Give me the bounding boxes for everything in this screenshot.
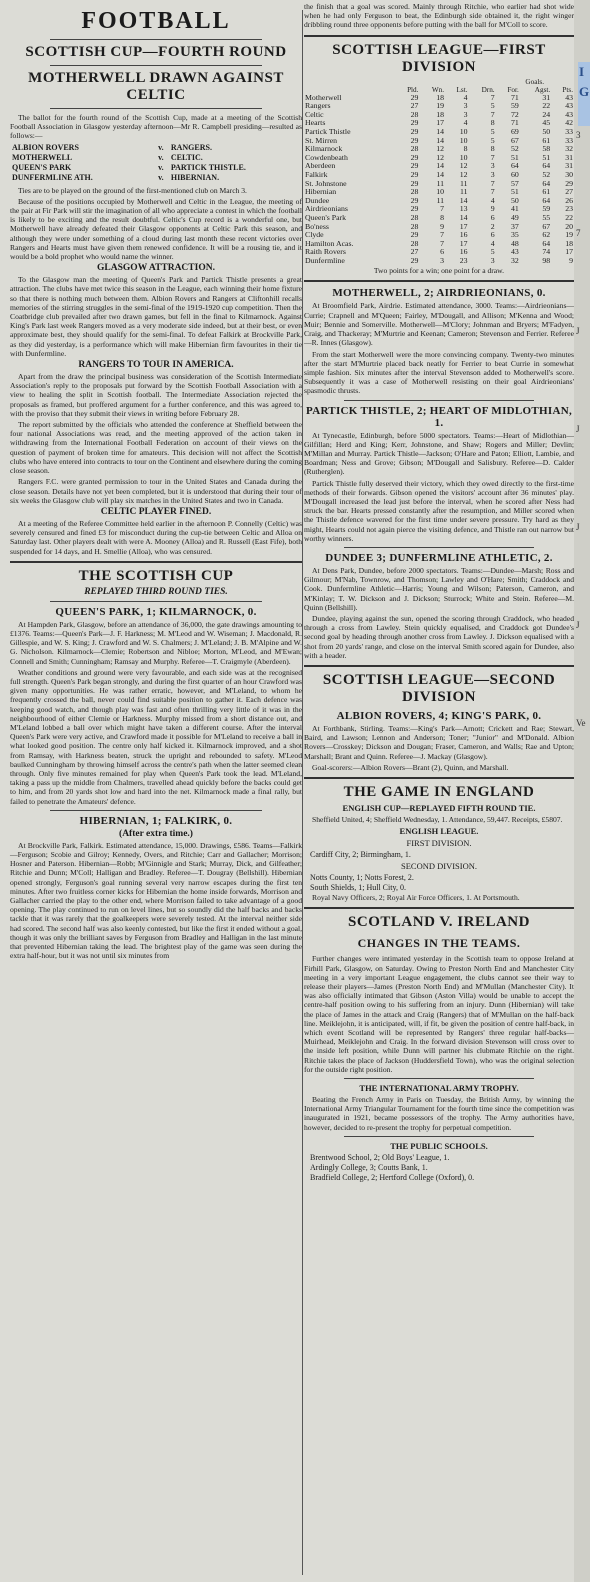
england-heading: THE GAME IN ENGLAND (343, 784, 535, 800)
stat-cell: 11 (460, 187, 468, 197)
column-header: Drn. (481, 85, 495, 94)
english-cup-subhead: ENGLISH CUP—REPLAYED FIFTH ROUND TIE. (342, 803, 536, 813)
stat-cell: 33 (565, 135, 573, 145)
team-name: Dunfermline (305, 255, 345, 265)
right-column (304, 0, 574, 1183)
stat-cell: 29 (410, 169, 419, 179)
result-line: Cardiff City, 2; Birmingham, 1. (310, 850, 411, 860)
celtic-fined-subhead: CELTIC PLAYER FINED. (100, 506, 212, 517)
stat-cell: 27 (410, 247, 419, 257)
article-paragraph: The report submitted by the officials who attended the conference at Sheffield between the four national Associations was read, and the meeting approved of the action taken in withdrawing from the International Football Federation on account of their views on the question of payment of broken time for amateurs. This decision will not affect the Scottish clubs who have entered into contracts to tour on the Continent and elsewhere during the coming close season. (10, 420, 302, 476)
away-club: CELTIC. (170, 152, 203, 162)
stat-cell: 51 (510, 187, 519, 197)
stat-cell: 28 (410, 109, 419, 119)
team-name: Hamilton Acas. (305, 238, 354, 248)
stat-cell: 2 (490, 221, 495, 231)
continued-paragraph: the finish that a goal was scored. Mainly through Ritchie, who earlier had shot wide when he had only Ferguson to beat, the Edinburgh side obtained it, the right winger dribbling round three opponents before putting with the ball for M'Coll to score. (304, 2, 574, 30)
stat-cell: 51 (542, 152, 551, 162)
edge-fragment: J (576, 424, 580, 434)
column-rule (302, 10, 303, 1575)
glasgow-attraction-subhead: GLASGOW ATTRACTION. (97, 263, 215, 274)
stat-cell: 64 (542, 195, 551, 205)
stat-cell: 7 (490, 178, 495, 188)
stat-cell: 52 (510, 144, 519, 154)
stat-cell: 49 (510, 212, 519, 222)
dundee-result-heading: DUNDEE 3; DUNFERMLINE ATHLETIC, 2. (325, 551, 553, 564)
divider (50, 39, 262, 40)
stat-cell: 14 (436, 126, 445, 136)
army-trophy-heading: THE INTERNATIONAL ARMY TROPHY. (359, 1083, 519, 1094)
stat-cell: 12 (436, 152, 445, 162)
edge-fragment: J (576, 522, 580, 532)
stat-cell: 37 (510, 221, 519, 231)
stat-cell: 3 (440, 255, 445, 265)
stat-cell: 28 (410, 212, 419, 222)
scotland-ireland-heading: SCOTLAND V. IRELAND (348, 914, 530, 931)
public-schools-heading: THE PUBLIC SCHOOLS. (390, 1140, 488, 1151)
stat-cell: 98 (542, 255, 551, 265)
stat-cell: 43 (510, 247, 519, 257)
stat-cell: 16 (459, 247, 468, 257)
stat-cell: 8 (440, 212, 445, 222)
stat-cell: 3 (490, 255, 495, 265)
stat-cell: 67 (542, 221, 551, 231)
edge-fragment: J (576, 326, 580, 336)
team-name: Hibernian (305, 187, 337, 197)
article-paragraph: At Broomfield Park, Airdrie. Estimated attendance, 3000. Teams:—Airdrieonians—Currie; Crapnell and M'Queen; Fairley, M'Dougall, and Allison; M'Kenna and Wood; Muir; Bennie and Somerville. Motherwell—M'Clory; Johnman and Bryers; M'Fadyen, Craig, and Thackeray; M'Murtrie and Keenan; Cameron; Stevenson and Ferrier. Referee—R. Innes (Glasgow). (304, 301, 574, 348)
stat-cell: 28 (410, 221, 419, 231)
article-paragraph: At Hampden Park, Glasgow, before an attendance of 36,000, the gate drawings amounting to £1376. Teams:—Queen's Park—J. F. Harkness; M. M'Leod and W. Wiseman; J. Macdonald, R. Gillespie, and W. S. King; J. Crawford and W. S. Chalmers; J. M'Leland; J. B. M'Alpine and W. G. Nicholson. Kilmarnock—Clemie; Robertson and Nibloe; Morton, M'Leod, and M'Ewan; Connell and Smith; Cunningham; Ramsay and Murphy. Referee—T. Craigmyle (Aberdeen). (10, 619, 302, 666)
stat-cell: 29 (410, 204, 419, 214)
english-cup-result: Sheffield United, 4; Sheffield Wednesday, 1. Attendance, 59,447. Receipts, £5807. (312, 815, 563, 824)
points-note: Two points for a win; one point for a draw. (373, 266, 505, 276)
stat-cell: 14 (459, 195, 468, 205)
versus: v. (158, 142, 164, 152)
section-title: FOOTBALL (81, 8, 231, 34)
result-line: Notts County, 1; Notts Forest, 2. (310, 873, 414, 883)
stat-cell: 7 (440, 230, 445, 240)
column-header: For. (507, 85, 519, 94)
stat-cell: 30 (565, 169, 573, 179)
ballot-paragraph: The ballot for the fourth round of the Scottish Cup, made at a meeting of the Scottish Football Association in Glasgow yesterday afternoon—Mr R. Campbell presiding—resulted as follows:— (10, 113, 302, 141)
stat-cell: 12 (459, 161, 468, 171)
partick-result-heading: PARTICK THISTLE, 2; HEART OF MIDLOTHIAN, 1. (306, 404, 572, 429)
stat-cell: 31 (542, 92, 551, 102)
fixtures-table (10, 143, 302, 183)
stat-cell: 27 (565, 187, 573, 197)
stat-cell: 43 (565, 92, 573, 102)
stat-cell: 22 (542, 101, 551, 111)
article-paragraph: Partick Thistle fully deserved their victory, which they owed directly to the first-time methods of their forwards. Gibson opened the visitors' account after 36 minutes' play. M'Dougall increased the lead just before the interval, when he scored after Ness had struck the bar. Hearts pressed constantly after the resumption, and Miller scored when the Thistle defence wavered for the first time under severe pressure. Try hard as they might, Hearts could not again pierce the visiting defence, and Thistle ran out narrow but worthy winners. (304, 478, 574, 543)
stat-cell: 64 (542, 238, 551, 248)
stat-cell: 42 (565, 118, 573, 128)
stat-cell: 58 (542, 144, 551, 154)
stat-cell: 29 (410, 178, 419, 188)
stat-cell: 29 (410, 230, 419, 240)
left-column (10, 0, 302, 962)
stat-cell: 23 (459, 255, 468, 265)
stat-cell: 48 (510, 238, 519, 248)
divider (304, 280, 574, 282)
stat-cell: 52 (542, 169, 551, 179)
stat-cell: 23 (565, 204, 573, 214)
stat-cell: 3 (463, 101, 468, 111)
stat-cell: 17 (436, 118, 445, 128)
stat-cell: 7 (490, 152, 495, 162)
stat-cell: 51 (510, 152, 519, 162)
edge-fragment: J (576, 620, 580, 630)
stat-cell: 72 (510, 109, 519, 119)
team-name: Partick Thistle (305, 126, 351, 136)
divider (50, 601, 262, 602)
edge-fragment: 3 (576, 130, 581, 140)
stat-cell: 61 (542, 187, 551, 197)
stat-cell: 61 (542, 135, 551, 145)
stat-cell: 7 (490, 109, 495, 119)
stat-cell: 74 (542, 247, 551, 257)
result-line: Brentwood School, 2; Old Boys' League, 1. (310, 1152, 450, 1162)
stat-cell: 16 (459, 230, 468, 240)
team-name: St. Mirren (305, 135, 338, 145)
stat-cell: 14 (459, 212, 468, 222)
home-club: MOTHERWELL (12, 152, 73, 162)
stat-cell: 5 (490, 101, 495, 111)
home-club: QUEEN'S PARK (12, 162, 72, 172)
scottish-cup-replay-heading: THE SCOTTISH CUP (78, 567, 234, 584)
stat-cell: 12 (459, 169, 468, 179)
league-table (304, 86, 574, 266)
stat-cell: 27 (410, 101, 419, 111)
divider (304, 907, 574, 909)
result-line: Ardingly College, 3; Coutts Bank, 1. (310, 1162, 428, 1172)
team-changes-heading: CHANGES IN THE TEAMS. (357, 936, 521, 951)
stat-cell: 43 (565, 109, 573, 119)
stat-cell: 18 (436, 109, 445, 119)
divider (344, 1136, 534, 1137)
stat-cell: 29 (410, 126, 419, 136)
team-name: Queen's Park (305, 212, 347, 222)
divider (50, 108, 262, 109)
stat-cell: 6 (490, 212, 495, 222)
stat-cell: 32 (565, 144, 573, 154)
article-paragraph: At Tynecastle, Edinburgh, before 5000 spectators. Teams:—Heart of Midlothian—Gilfillan; Herd and King; Kerr, Johnstone, and Shaw; Rogers and Miller; Devlin; M'Millan and Murray. Partick Thistle—Jackson; O'Hare and Paton; Elliott, Lambie, and Boardman; Ness and Grove; Gibson; M'Dougall and Salisbury. Referee—D. Calder (Rutherglen). (304, 430, 574, 477)
stat-cell: 4 (463, 118, 468, 128)
stat-cell: 29 (410, 135, 419, 145)
hibernian-result-heading: HIBERNIAN, 1; FALKIRK, 0. (79, 814, 233, 827)
stat-cell: 7 (490, 92, 495, 102)
stat-cell: 14 (436, 161, 445, 171)
stat-cell: 45 (542, 118, 551, 128)
article-paragraph: Rangers F.C. were granted permission to tour in the United States and Canada during the close season. Details have not yet been completed, but it is understood that during their tour of six weeks the Glasgow club will play six matches in the United States and two in Canada. (10, 477, 302, 505)
scottish-cup-heading: SCOTTISH CUP—FOURTH ROUND (25, 44, 287, 60)
team-name: Aberdeen (305, 161, 336, 171)
column-header: Pld. (407, 85, 419, 94)
column-header: Lst. (456, 85, 468, 94)
versus: v. (158, 162, 164, 172)
divider (344, 547, 534, 548)
stat-cell: 17 (565, 247, 573, 257)
forces-result: Royal Navy Officers, 2; Royal Air Force Officers, 1. At Portsmouth. (312, 893, 520, 903)
stat-cell: 22 (565, 212, 573, 222)
second-division-subhead: SECOND DIVISION. (400, 861, 478, 872)
article-paragraph: Weather conditions and ground were very favourable, and each side was at the recognised full strength. Queen's Park began strongly, and during the first quarter of an hour Crawford was given many opportunities. He was rather erratic, however, and M'Leland, to whom he frequently crossed the ball, never could find suitable position to gather it. Each defence was keeping good watch, and though play was fast and often thrilling very little of it was in the neighbourhood of either Clemie or Harkness. Murphy missed from a short distance out, and M'Leland lobbed a ball over which might have taken a different course. After the interval Queen's Park were very active, and Crawford made it possible for M'Leland to receive a ball in what looked good position. The centre only half kicked it. Kilmarnock improved, and a shot from Ramsay, with Harkness beaten, struck the upright and rebounded to safety. M'Leod baulked Cunningham by throwing himself across the centre's path when the latter seemed clean through. Only five minutes remained for play when Queen's Park took the lead. M'Leland, taking a pass up the middle from Chalmers, travelled ahead quickly before the backs could get to him, and from 20 yards shot low and hard into the net. Kilmarnock made a final rally, but failed to penetrate the Amateurs' defence. (10, 667, 302, 806)
team-name: Clyde (305, 230, 324, 240)
versus: v. (158, 172, 164, 182)
stat-cell: 5 (490, 247, 495, 257)
stat-cell: 6 (440, 247, 445, 257)
away-club: RANGERS. (170, 142, 212, 152)
motherwell-result-heading: MOTHERWELL, 2; AIRDRIEONIANS, 0. (332, 287, 546, 300)
stat-cell: 26 (565, 195, 573, 205)
stat-cell: 10 (459, 135, 468, 145)
stat-cell: 3 (463, 109, 468, 119)
stat-cell: 9 (569, 255, 573, 265)
edge-letter: I (579, 64, 585, 79)
stat-cell: 3 (490, 169, 495, 179)
stat-cell: 62 (542, 230, 551, 240)
stat-cell: 29 (410, 255, 419, 265)
stat-cell: 8 (490, 144, 495, 154)
team-name: Raith Rovers (305, 247, 346, 257)
stat-cell: 24 (542, 109, 551, 119)
stat-cell: 7 (490, 187, 495, 197)
result-line: South Shields, 1; Hull City, 0. (310, 883, 406, 893)
divider (304, 665, 574, 667)
albion-result-heading: ALBION ROVERS, 4; KING'S PARK, 0. (336, 709, 542, 722)
away-club: PARTICK THISTLE. (170, 162, 246, 172)
article-paragraph: Beating the French Army in Paris on Tuesday, the British Army, by winning the International Army Triangular Tournament for the fourth time since the competition was inaugurated in 1921, became possessors of the trophy. The Army authorities have, however, decided to re-present the trophy for perpetual competition. (304, 1095, 574, 1132)
stat-cell: 9 (490, 204, 495, 214)
article-paragraph: Because of the positions occupied by Motherwell and Celtic in the League, the meeting of the pair at Fir Park will stir the imagination of all who appreciate a contest in which the football is likely to be exciting and the result doubtful. Celtic's Cup record is a wonderful one, but Motherwell have already defeated their Glasgow opponents at Celtic Park this season, and although they were under something of a cloud during last month these recent victories over Rangers and Hearts must have given them renewed confidence. It will be a rousing tie, and it would be a bold prophet who would name the winner. (10, 196, 302, 262)
stat-cell: 31 (565, 152, 573, 162)
team-name: Falkirk (305, 169, 328, 179)
article-paragraph: Apart from the draw the principal business was consideration of the Scottish Intermediate Association's reply to the proposals put forward by the Scottish Football Association with a view to healing the split in Scottish football. The Intermediate Association rejected the proposals as framed, but proffered argument for a further conference, and this was agreed to, with the proviso that they submit their views in writing before February 28. (10, 372, 302, 418)
article-paragraph: At a meeting of the Referee Committee held earlier in the afternoon P. Connelly (Celtic) was severely censured and fined £3 for misconduct during the cup-tie between Celtic and Alloa on Saturday last. Other players dealt with were A. Mooney (Alloa) and R. Russell (East Fife), both suspended for 14 days, and H. Smellie (Alloa), who was censured. (10, 518, 302, 556)
article-paragraph: At Dens Park, Dundee, before 2000 spectators. Teams:—Dundee—Marsh; Ross and Gilmour; M'Nab, Townrow, and Thomson; Lawley and O'Hare; Smith; Craddock and Cook. Dunfermline Athletic—Harris; Young and Wilson; Paterson, Cameron, and M'Kinlay; T. W. Dickson and J. Dickson; Sturrock; White and Stein. Referee—M. Quinn (Bellshill). (304, 565, 574, 612)
divider (344, 1078, 534, 1079)
fixture-row (10, 143, 302, 153)
rangers-tour-subhead: RANGERS TO TOUR IN AMERICA. (78, 360, 234, 371)
versus: v. (158, 152, 164, 162)
team-name: Motherwell (305, 92, 342, 102)
replayed-ties-subhead: REPLAYED THIRD ROUND TIES. (84, 586, 228, 597)
stat-cell: 17 (459, 238, 468, 248)
column-header: Agst. (534, 85, 551, 94)
team-name: Celtic (305, 109, 324, 119)
stat-cell: 29 (410, 161, 419, 171)
stat-cell: 59 (542, 204, 551, 214)
team-name: Airdrieonians (305, 204, 348, 214)
first-division-heading: SCOTTISH LEAGUE—FIRST DIVISION (332, 41, 546, 75)
team-name: Bo'ness (305, 221, 329, 231)
stat-cell: 28 (410, 238, 419, 248)
stat-cell: 28 (410, 187, 419, 197)
article-paragraph: Further changes were intimated yesterday in the Scottish team to oppose Ireland at Firhill Park, Glasgow, on Saturday. Owing to Preston North End and Manchester City meeting in a very important League engagement, the clubs cannot see their way to release their players—James (Preston North End) and M'Mullan (Manchester City). It was also officially intimated that Gibson (Aston Villa) would be unable to accept the centre-half position owing to his suffering from an injury. Dunn (Hibernian) will take the place of James in the attack and Craig (Rangers) that of M'Mullan on the half-back line. Meiklejohn, it is anticipated, will, if fit, be given the position of centre half-back, in which event Scotland will be represented by Rangers' three regular half-backs—Muirhead, Meiklejohn and Craig. In the forward division Stevenson will cross over to the inside left position, while Dunn will partner his clubmate Ritchie on the right. Ritchie takes the place of Jackson (Huddersfield Town), who was the original selection for the outside right position. (304, 954, 574, 1074)
divider (304, 35, 574, 37)
stat-cell: 10 (436, 187, 445, 197)
stat-cell: 31 (565, 161, 573, 171)
motherwell-draw-heading: MOTHERWELL DRAWN AGAINST CELTIC (28, 70, 284, 103)
second-division-heading: SCOTTISH LEAGUE—SECOND DIVISION (322, 671, 556, 705)
stat-cell: 50 (510, 195, 519, 205)
stat-cell: 9 (440, 221, 445, 231)
stat-cell: 5 (490, 135, 495, 145)
edge-fragment: Ve (576, 718, 586, 728)
stat-cell: 59 (510, 101, 519, 111)
stat-cell: 55 (542, 212, 551, 222)
team-name: Dundee (305, 195, 330, 205)
article-paragraph: From the start Motherwell were the more convincing company. Twenty-two minutes after the start M'Murtrie placed back neatly for Ferrier to beat Currie in somewhat simple fashion. Six minutes after the interval Stevenson added to Motherwell's score. Subsequently it was a case of Motherwell resisting on their goal Airdrieonians' spasmodic thrusts. (304, 349, 574, 396)
stat-cell: 29 (410, 195, 419, 205)
away-club: HIBERNIAN. (170, 172, 220, 182)
fixture-row (10, 173, 302, 183)
stat-cell: 29 (410, 152, 419, 162)
stat-cell: 19 (565, 230, 573, 240)
stat-cell: 4 (490, 238, 495, 248)
stat-cell: 11 (460, 178, 468, 188)
stat-cell: 3 (490, 161, 495, 171)
stat-cell: 69 (510, 126, 519, 136)
stat-cell: 11 (436, 195, 445, 205)
extra-time-note: (After extra time.) (119, 828, 193, 839)
stat-cell: 6 (490, 230, 495, 240)
table-row (304, 223, 574, 232)
article-paragraph: At Brockville Park, Falkirk. Estimated attendance, 15,000. Drawings, £586. Teams—Falkirk—Ferguson; Scobie and Gilroy; Kennedy, Overs, and Ritchie; Carr and Gallacher; Morrison; Hosner and Paterson. Hibernian—Robb; M'Ginnigle and Stark; Murray, Dick, and Gilfeather; Ritchie and Dunn; M'Coll; Halligan and Bradley. Referee—T. Dougray (Bellshill). Hibernian opened strongly, Ferguson's goal running several very narrow escapes during the first ten minutes. After two fruitless corner kicks for Hibernian the home inside forwards, Morrison and Gallacher carried the play to the other end, where Morrison failed to take advantage of a good opening. The play continued to run on level lines, but so soundly did the half backs and backs tackle that it was rarely that the goalkeepers were severely tested. At the interval neither side had scored. The second half was also keenly contested, but like the first it ended without a goal, though it was only the brilliant saves by Ferguson from Bradley and Halligan in the last minute that prevented Hibernian taking the lead. The brightest play of the game was seen during the extra half-hour, but it was not until six minutes from (10, 840, 302, 961)
stat-cell: 64 (542, 178, 551, 188)
article-paragraph: Dundee, playing against the sun, opened the scoring through Craddock, who headed through a cross from Lawley. Stein quickly equalised, and Craddock got Dundee's second goal by heading through another cross from Lawley. J. Dickson equalised with a shot from 20 yards' range, and close on the interval Smith scored again for Dundee, also with a header. (304, 613, 574, 660)
team-name: Kilmarnock (305, 144, 343, 154)
team-name: Cowdenbeath (305, 152, 348, 162)
stat-cell: 4 (490, 195, 495, 205)
stat-cell: 67 (510, 135, 519, 145)
stat-cell: 7 (440, 238, 445, 248)
stat-cell: 57 (510, 178, 519, 188)
team-name: St. Johnstone (305, 178, 347, 188)
adjacent-blue-panel (578, 62, 590, 126)
result-line: Bradfield College, 2; Hertford College (Oxford), 0. (310, 1172, 475, 1182)
stat-cell: 50 (542, 126, 551, 136)
goals-label: Goals. (525, 77, 544, 86)
stat-cell: 8 (490, 118, 495, 128)
stat-cell: 4 (463, 92, 468, 102)
stat-cell: 29 (410, 118, 419, 128)
stat-cell: 10 (459, 152, 468, 162)
article-paragraph: To the Glasgow man the meeting of Queen's Park and Partick Thistle presents a great attraction. The clubs have met twice this season in the League, each winning their home fixture so that there is nothing much between them. Albion Rovers and Rangers at Cliftonhill recalls memories of the stirring struggles in the semi-final of the 1919-1920 cup competition. Then the Coatbridge club prevailed after two drawn games, but fell in the final to Kilmarnock. Against King's Park last week Rangers moved as a very moderate side indeed, but at their best, or even approximate best, they should qualify for the semi-final. To defeat Falkirk at Brockville Park, as they did yesterday, is a performance which will make Hibernian firm favourites in their tie with Dunfermline. (10, 275, 302, 358)
home-club: DUNFERMLINE ATH. (12, 172, 93, 182)
table-row (304, 257, 574, 266)
column-header: Pts. (562, 85, 573, 94)
stat-cell: 32 (510, 255, 519, 265)
divider (50, 65, 262, 66)
english-league-subhead: ENGLISH LEAGUE. (399, 826, 479, 837)
team-name: Hearts (305, 118, 326, 128)
stat-cell: 17 (459, 221, 468, 231)
stat-cell: 60 (510, 169, 519, 179)
stat-cell: 19 (436, 101, 445, 111)
stat-cell: 11 (436, 178, 445, 188)
ties-paragraph: Ties are to be played on the ground of the first-mentioned club on March 3. (18, 185, 247, 195)
stat-cell: 14 (436, 169, 445, 179)
stat-cell: 41 (510, 204, 519, 214)
stat-cell: 71 (510, 118, 519, 128)
divider (344, 400, 534, 401)
stat-cell: 43 (565, 101, 573, 111)
stat-cell: 14 (436, 135, 445, 145)
home-club: ALBION ROVERS (12, 142, 79, 152)
stat-cell: 10 (459, 126, 468, 136)
stat-cell: 12 (436, 144, 445, 154)
stat-cell: 29 (410, 92, 419, 102)
stat-cell: 33 (565, 126, 573, 136)
article-paragraph: Goal-scorers:—Albion Rovers—Brant (2), Quinn, and Marshall. (312, 762, 509, 772)
stat-cell: 18 (436, 92, 445, 102)
divider (10, 561, 302, 563)
stat-cell: 20 (565, 221, 573, 231)
queens-park-result-heading: QUEEN'S PARK, 1; KILMARNOCK, 0. (55, 605, 257, 618)
stat-cell: 7 (440, 204, 445, 214)
stat-cell: 29 (565, 178, 573, 188)
edge-letter: G (579, 84, 590, 99)
table-row (304, 214, 574, 223)
stat-cell: 35 (510, 230, 519, 240)
stat-cell: 8 (463, 144, 468, 154)
article-paragraph: At Forthbank, Stirling. Teams:—King's Park—Arnott; Crickett and Rae; Stewart, Baird, and Lawson; Lennon and Anderson; Toner; "Junior" and M'Donald. Albion Rovers—Crosskey; Dickson and Dougan; Fraser, Cameron, and Walls; Rae and Upton; Marshall; Brant and Quinn. Referee—J. Mackay (Glasgow). (304, 723, 574, 761)
team-name: Rangers (305, 101, 331, 111)
edge-fragment: 7 (576, 228, 581, 238)
stat-cell: 13 (459, 204, 468, 214)
divider (50, 810, 262, 811)
fixture-row (10, 153, 302, 163)
adjacent-column-fragment (574, 0, 590, 1582)
stat-cell: 64 (510, 161, 519, 171)
divider (304, 777, 574, 779)
fixture-row (10, 163, 302, 173)
first-division-subhead: FIRST DIVISION. (406, 838, 472, 849)
stat-cell: 5 (490, 126, 495, 136)
stat-cell: 28 (410, 144, 419, 154)
column-header: Wn. (431, 85, 445, 94)
stat-cell: 71 (510, 92, 519, 102)
stat-cell: 64 (542, 161, 551, 171)
stat-cell: 18 (565, 238, 573, 248)
